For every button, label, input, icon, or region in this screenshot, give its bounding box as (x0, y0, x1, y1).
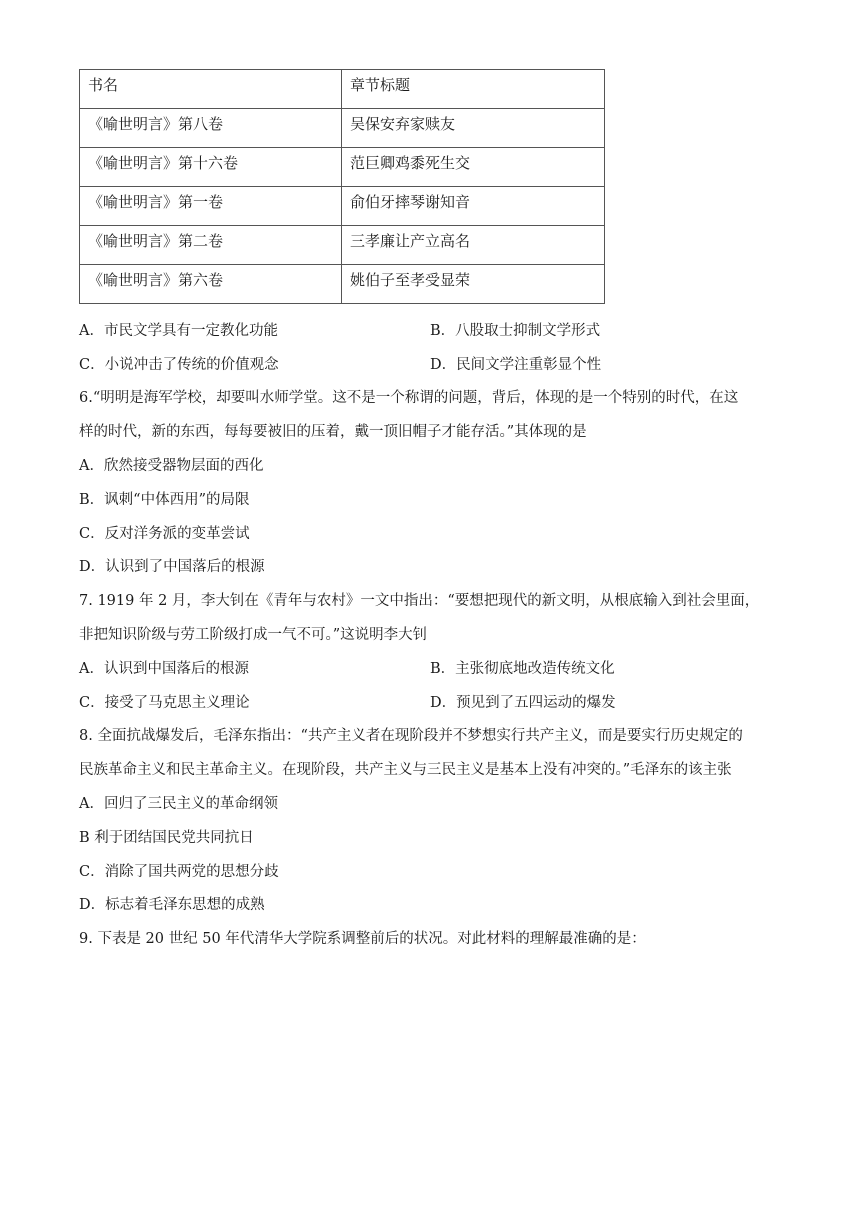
q8-option-a: A．回归了三民主义的革命纲领 (79, 796, 278, 812)
table-cell: 《喻世明言》第一卷 (80, 187, 342, 226)
q6-option-c: C．反对洋务派的变革尝试 (79, 526, 250, 542)
table-row (80, 148, 605, 187)
table-header-cell: 书名 (80, 70, 342, 109)
table-row (80, 187, 605, 226)
table-cell: 俞伯牙摔琴谢知音 (342, 187, 605, 226)
q6-stem-line-2: 样的时代，新的东西，每每要被旧的压着，戴一顶旧帽子才能存活。”其体现的是 (79, 424, 587, 440)
q7-option-d: D．预见到了五四运动的爆发 (430, 695, 616, 711)
q5-option-a: A．市民文学具有一定教化功能 (79, 323, 278, 339)
q8-option-c: C．消除了国共两党的思想分歧 (79, 864, 279, 880)
q5-option-b: B．八股取士抑制文学形式 (430, 323, 601, 339)
q9-stem-line-1: 9. 下表是 20 世纪 50 年代清华大学院系调整前后的状况。对此材料的理解最准确的是： (79, 931, 646, 947)
q7-option-a: A．认识到中国落后的根源 (79, 661, 249, 677)
table-cell: 范巨卿鸡黍死生交 (342, 148, 605, 187)
q7-stem-line-1: 7. 1919 年 2 月，李大钊在《青年与农村》一文中指出：“要想把现代的新文明，从根底输入到社会里面， (79, 593, 760, 609)
q6-option-a: A．欣然接受器物层面的西化 (79, 458, 264, 474)
q6-stem-line-1: 6.“明明是海军学校，却要叫水师学堂。这不是一个称谓的问题，背后，体现的是一个特别的时代，在这 (79, 390, 739, 406)
q8-stem-line-2: 民族革命主义和民主革命主义。在现阶段，共产主义与三民主义是基本上没有冲突的。”毛泽东的该主张 (79, 762, 732, 778)
q8-stem-line-1: 8. 全面抗战爆发后，毛泽东指出：“共产主义者在现阶段并不梦想实行共产主义，而是要实行历史规定的 (79, 728, 743, 744)
table-cell: 姚伯子至孝受显荣 (342, 265, 605, 304)
table-cell: 《喻世明言》第十六卷 (80, 148, 342, 187)
q5-option-c: C．小说冲击了传统的价值观念 (79, 357, 279, 373)
q7-option-b: B．主张彻底地改造传统文化 (430, 661, 615, 677)
table-cell: 吴保安弃家赎友 (342, 109, 605, 148)
table-header-row (80, 70, 605, 109)
table-cell: 《喻世明言》第八卷 (80, 109, 342, 148)
q8-option-b: B 利于团结国民党共同抗日 (79, 830, 254, 846)
q7-option-c: C．接受了马克思主义理论 (79, 695, 250, 711)
q6-option-d: D．认识到了中国落后的根源 (79, 559, 265, 575)
q8-option-d: D．标志着毛泽东思想的成熟 (79, 897, 265, 913)
table-row (80, 109, 605, 148)
q6-option-b: B．讽刺“中体西用”的局限 (79, 492, 250, 508)
book-chapter-table (79, 69, 605, 304)
table-cell: 《喻世明言》第六卷 (80, 265, 342, 304)
table-header-cell: 章节标题 (342, 70, 605, 109)
table-row (80, 265, 605, 304)
q5-option-d: D．民间文学注重彰显个性 (430, 357, 602, 373)
table-cell: 三孝廉让产立高名 (342, 226, 605, 265)
q7-stem-line-2: 非把知识阶级与劳工阶级打成一气不可。”这说明李大钊 (79, 627, 428, 643)
table-cell: 《喻世明言》第二卷 (80, 226, 342, 265)
table-row (80, 226, 605, 265)
